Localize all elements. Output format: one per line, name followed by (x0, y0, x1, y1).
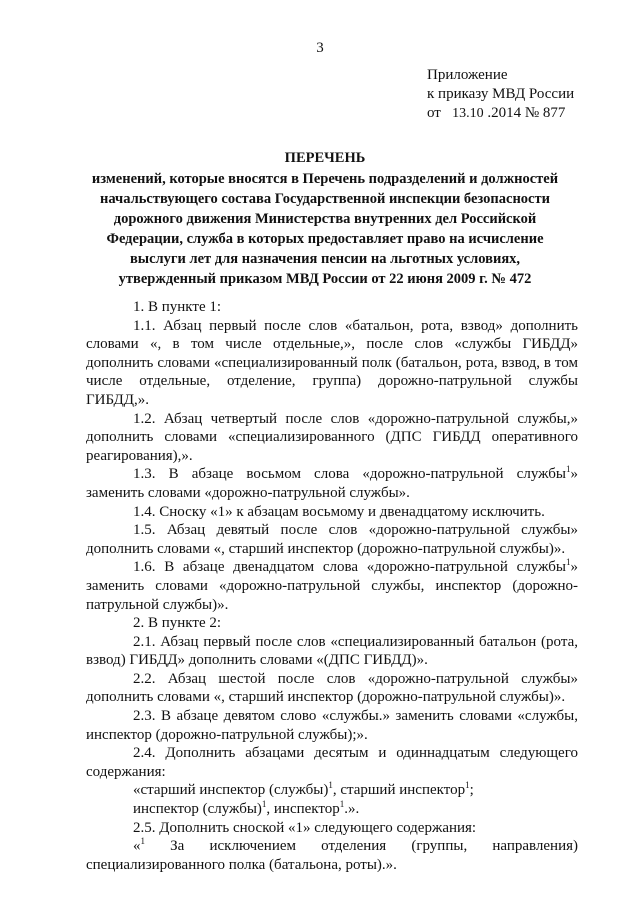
appendix-date: 13.10 (452, 106, 484, 121)
paragraph-2-4: 2.4. Дополнить абзацами десятым и одиннадцатым следующего содержания: (86, 745, 578, 780)
footnote-open-quote: « (133, 838, 141, 855)
paragraph-1-3-text-b: » заменить словами «дорожно-патрульной службы». (86, 466, 578, 501)
footnote-marker: 1 (566, 464, 571, 475)
footnote-text (86, 837, 578, 874)
appendix-block (427, 66, 574, 123)
paragraph-2-1: 2.1. Абзац первый после слов «специализированный батальон (рота, взвод) ГИБДД» дополнить словами «(ДПС ГИБДД)». (86, 633, 578, 669)
paragraph-2: 2. В пункте 2: (133, 615, 222, 632)
appendix-order-number: .2014 № 877 (487, 105, 566, 121)
paragraph-1-6-text-b: » заменить словами «дорожно-патрульной службы, инспектор (дорожно-патрульной службы)». (86, 559, 578, 613)
appendix-line-1: Приложение (427, 67, 508, 83)
footnote-marker: 1 (328, 780, 333, 791)
quoted-line-1-a: «старший инспектор (службы) (133, 782, 329, 799)
footnote-marker: 1 (566, 557, 571, 568)
paragraph-1-5: 1.5. Абзац девятый после слов «дорожно-патрульной службы» дополнить словами «, старший инспектор (дорожно-патрульной службы)». (86, 522, 578, 557)
appendix-line-3 (427, 104, 574, 123)
footnote-marker: 1 (339, 799, 345, 810)
document-body (86, 298, 578, 874)
quoted-line-2-c: .». (344, 801, 360, 818)
quoted-line-1 (86, 781, 578, 800)
paragraph-1-6 (86, 558, 578, 614)
paragraph-1-6-text-a: 1.6. В абзаце двенадцатом слова «дорожно-патрульной службы (133, 559, 566, 576)
paragraph-2-3: 2.3. В абзаце девятом слово «службы.» заменить словами «службы, инспектор (дорожно-патрульной службы);». (86, 708, 578, 743)
paragraph-1-1: 1.1. Абзац первый после слов «батальон, рота, взвод» дополнить словами «, в том числе отдельные,», после слов «службы ГИБДД» дополнить словами «специализированный полк (батальон, рота, взвод, в том числе отдельные, отделение, группа) дорожно-патрульной службы ГИБДД,». (86, 317, 578, 408)
paragraph-1-3-text-a: 1.3. В абзаце восьмом слова «дорожно-патрульной службы (133, 466, 566, 483)
footnote-marker: 1 (140, 836, 145, 847)
document-title (80, 148, 570, 289)
paragraph-1-2: 1.2. Абзац четвертый после слов «дорожно-патрульной службы,» дополнить словами «специализированного (ДПС ГИБДД оперативного реагирования),». (86, 410, 578, 464)
quoted-line-2-b: , инспектор (266, 801, 340, 818)
paragraph-1: 1. В пункте 1: (133, 299, 222, 315)
appendix-prefix: от (427, 105, 441, 121)
appendix-line-2: к приказу МВД России (427, 86, 575, 102)
title-subtitle: изменений, которые вносятся в Перечень подразделений и должностей начальствующего состава Государственной инспекции безопасности дорожного движения Министерства внутренних дел Российской Федерации, служба в которых предоставляет право на исчисление выслуги лет для назначения пенсии на льготных условиях, утвержденный приказом МВД России от 22 июня 2009 г. № 472 (91, 171, 559, 287)
page-number: 3 (316, 40, 324, 56)
footnote-marker: 1 (261, 799, 267, 810)
quoted-line-1-c: ; (469, 782, 474, 799)
footnote-marker: 1 (465, 780, 470, 791)
paragraph-1-3 (86, 465, 578, 502)
quoted-line-2-a: инспектор (службы) (133, 801, 262, 818)
quoted-line-2 (86, 800, 578, 819)
paragraph-2-5: 2.5. Дополнить сноской «1» следующего содержания: (133, 819, 477, 836)
paragraph-1-4: 1.4. Сноску «1» к абзацам восьмому и двенадцатому исключить. (133, 503, 545, 520)
quoted-line-1-b: , старший инспектор (332, 782, 466, 799)
footnote-body: За исключением отделения (группы, направления) специализированного полка (батальона, роты).». (86, 838, 578, 873)
title-heading: ПЕРЕЧЕНЬ (284, 150, 366, 166)
paragraph-2-2: 2.2. Абзац шестой после слов «дорожно-патрульной службы» дополнить словами «, старший инспектор (дорожно-патрульной службы)». (86, 670, 578, 706)
